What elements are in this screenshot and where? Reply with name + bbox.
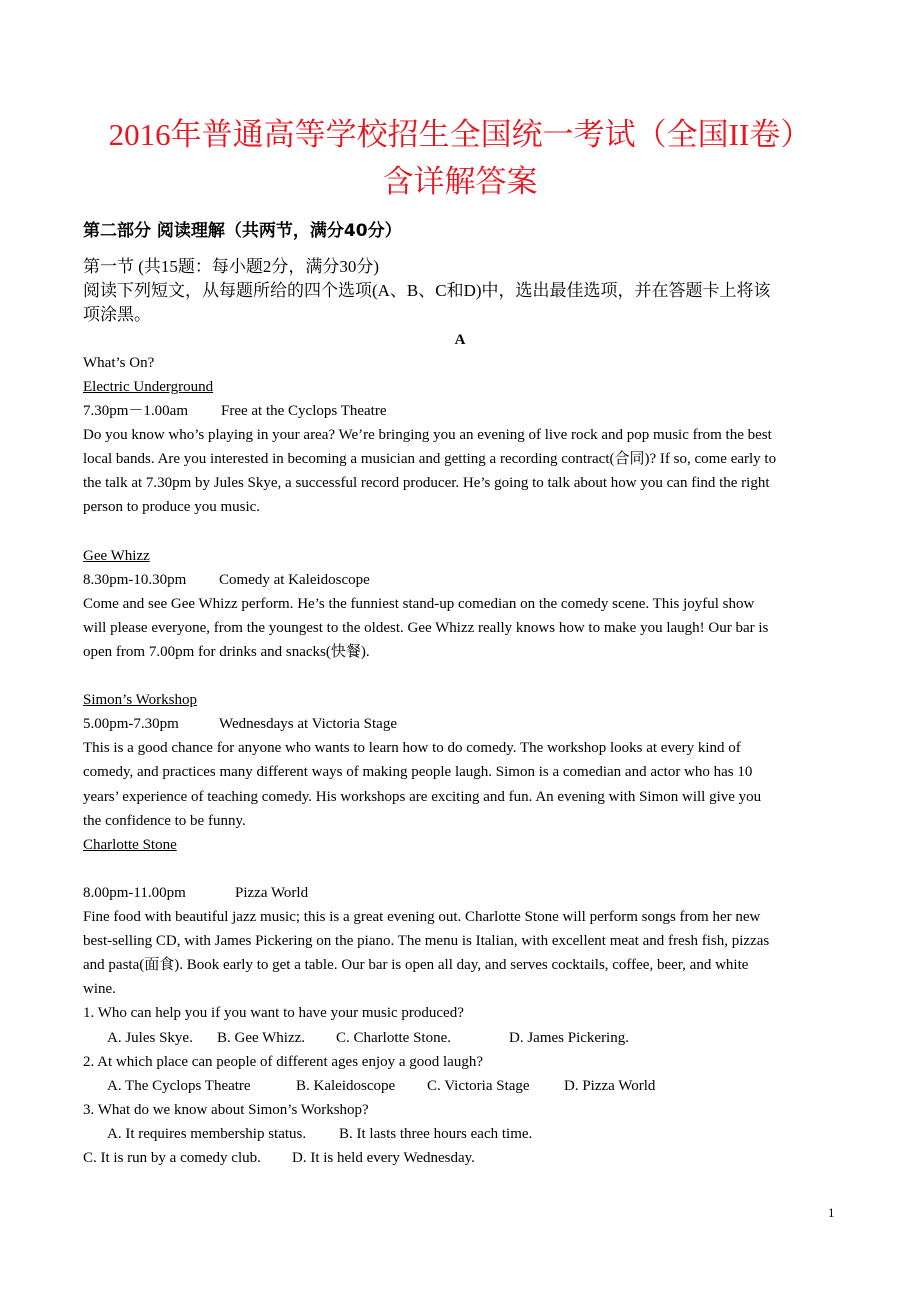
event-description-line: Fine food with beautiful jazz music; this is a great evening out. Charlotte Stone will perform songs from her new xyxy=(83,909,761,925)
document-title: 2016年普通高等学校招生全国统一考试（全国II卷） xyxy=(108,117,812,152)
event-place: Comedy at Kaleidoscope xyxy=(219,572,370,588)
answer-option: D. James Pickering. xyxy=(509,1030,629,1046)
event-time: 8.30pm-10.30pm xyxy=(83,572,187,588)
answer-option: B. It lasts three hours each time. xyxy=(339,1126,533,1142)
section-heading: 第二部分 阅读理解（共两节，满分40分） xyxy=(83,221,402,241)
question-stem: 3. What do we know about Simon’s Workshop? xyxy=(83,1102,369,1118)
event-description-line: This is a good chance for anyone who wants to learn how to do comedy. The workshop looks at every kind of xyxy=(83,740,741,756)
passage-label: A xyxy=(454,332,466,348)
event-name: Charlotte Stone xyxy=(83,837,177,853)
answer-option: A. It requires membership status. xyxy=(107,1126,307,1142)
event-description-line: Do you know who’s playing in your area? We’re bringing you an evening of live rock and pop music from the best xyxy=(83,427,772,443)
event-place: Free at the Cyclops Theatre xyxy=(221,403,387,419)
answer-option: A. Jules Skye. xyxy=(107,1030,193,1046)
event-place: Wednesdays at Victoria Stage xyxy=(219,716,397,732)
event-description-line: years’ experience of teaching comedy. His workshops are exciting and fun. An evening with Simon will give you xyxy=(83,789,762,805)
event-time: 5.00pm-7.30pm xyxy=(83,716,179,732)
answer-option: D. Pizza World xyxy=(564,1078,656,1094)
event-name: Gee Whizz xyxy=(83,548,150,564)
question-stem: 1. Who can help you if you want to have your music produced? xyxy=(83,1005,464,1021)
event-description-line: Come and see Gee Whizz perform. He’s the funniest stand-up comedian on the comedy scene. This joyful show xyxy=(83,596,755,612)
event-time: 8.00pm-11.00pm xyxy=(83,885,186,901)
event-time: 7.30pm－1.00am xyxy=(83,403,188,419)
event-description-line: the confidence to be funny. xyxy=(83,813,246,829)
event-description-line: and pasta(面食). Book early to get a table. Our bar is open all day, and serves cocktails, coffee, beer, and white xyxy=(83,957,749,973)
answer-option: D. It is held every Wednesday. xyxy=(292,1150,475,1166)
instructions-line-2: 项涂黑。 xyxy=(83,305,151,324)
answer-option: C. Victoria Stage xyxy=(427,1078,530,1094)
question-stem: 2. At which place can people of different ages enjoy a good laugh? xyxy=(83,1054,483,1070)
answer-option: B. Kaleidoscope xyxy=(296,1078,396,1094)
event-description-line: best-selling CD, with James Pickering on the piano. The menu is Italian, with excellent meat and fresh fish, pizzas xyxy=(83,933,770,949)
event-name: Simon’s Workshop xyxy=(83,692,197,708)
event-place: Pizza World xyxy=(235,885,309,901)
answer-option: C. Charlotte Stone. xyxy=(336,1030,451,1046)
event-description-line: will please everyone, from the youngest to the oldest. Gee Whizz really knows how to make you laugh! Our bar is xyxy=(83,620,769,636)
event-name: Electric Underground xyxy=(83,379,214,395)
event-description-line: the talk at 7.30pm by Jules Skye, a successful record producer. He’s going to talk about how you can find the right xyxy=(83,475,770,491)
event-description-line: person to produce you music. xyxy=(83,499,261,515)
event-description-line: open from 7.00pm for drinks and snacks(快餐). xyxy=(83,644,370,660)
event-description-line: comedy, and practices many different ways of making people laugh. Simon is a comedian and actor who has 10 xyxy=(83,764,753,780)
answer-option: B. Gee Whizz. xyxy=(217,1030,306,1046)
part-description: 第一节 (共15题：每小题2分，满分30分) xyxy=(83,257,380,276)
instructions-line-1: 阅读下列短文，从每题所给的四个选项(A、B、C和D)中，选出最佳选项，并在答题卡上将该 xyxy=(83,281,771,300)
answer-option: A. The Cyclops Theatre xyxy=(107,1078,251,1094)
document-subtitle: 含详解答案 xyxy=(382,164,538,199)
event-description-line: local bands. Are you interested in becoming a musician and getting a recording contract(合同)? If so, come early to xyxy=(83,451,777,467)
event-description-line: wine. xyxy=(83,981,116,997)
page-number: 1 xyxy=(828,1205,835,1220)
passage-header: What’s On? xyxy=(83,355,155,371)
answer-option: C. It is run by a comedy club. xyxy=(83,1150,261,1166)
